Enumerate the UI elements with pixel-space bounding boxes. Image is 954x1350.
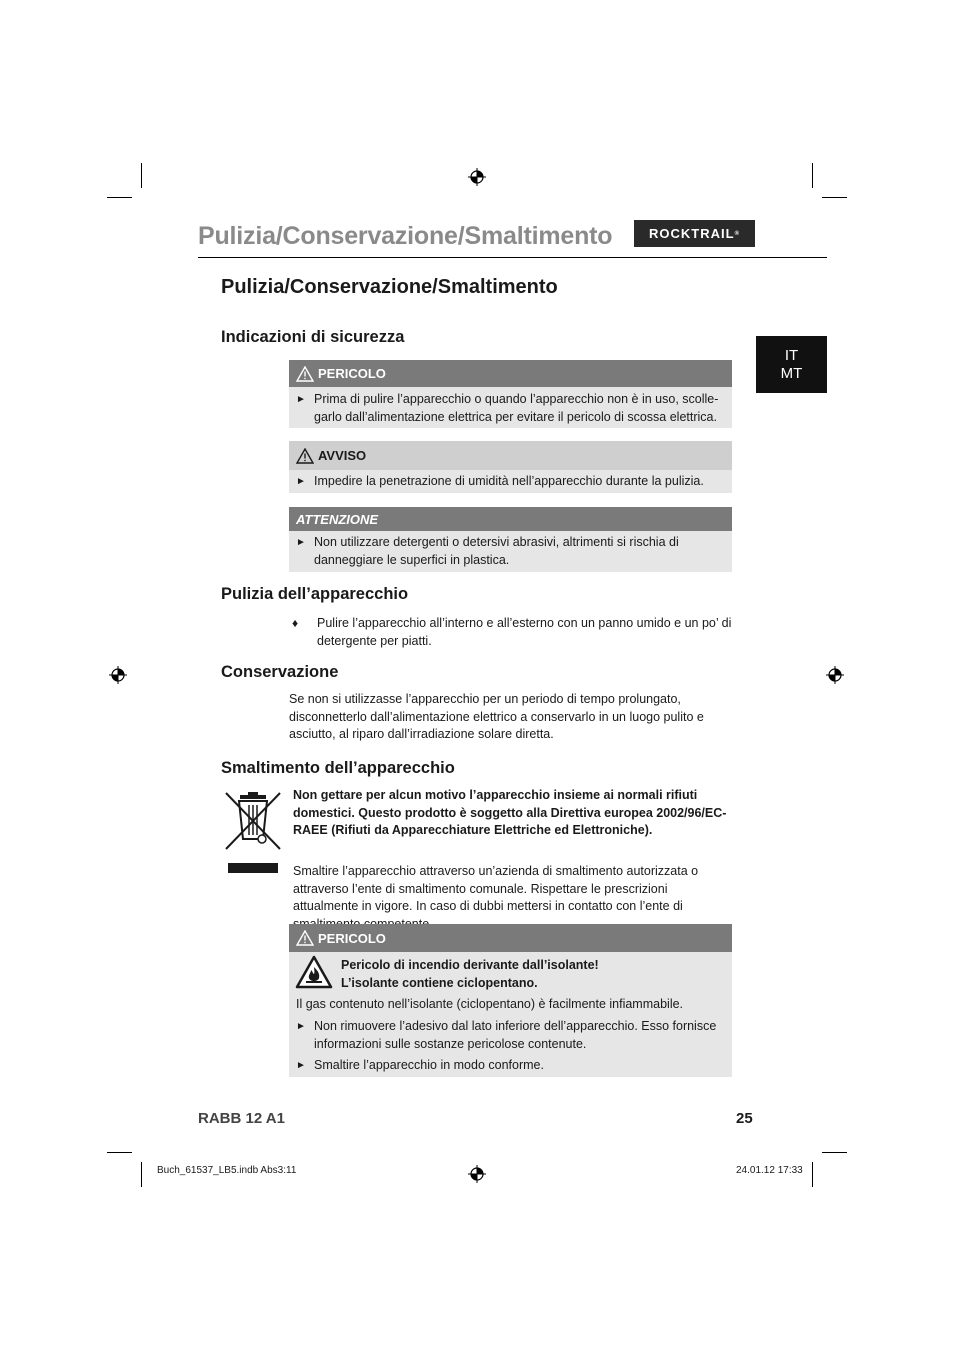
warning-item	[289, 473, 732, 491]
crop-mark	[141, 163, 142, 188]
lang-mt: MT	[780, 364, 803, 382]
caution-item	[289, 534, 732, 569]
disposal-heading: Smaltimento dell’apparecchio	[221, 759, 455, 777]
crop-mark	[812, 1162, 813, 1187]
arrow-right-icon: ►	[296, 537, 306, 548]
caution-item-text: Non utilizzare detergenti o detersivi abrasivi, altrimenti si rischia di danneggiare le superfici in plastica.	[314, 535, 679, 567]
page-number: 25	[736, 1110, 753, 1127]
registration-mark-icon	[109, 666, 127, 684]
fire-danger-item-text: Non rimuovere l’adesivo dal lato inferiore dell’apparecchio. Esso fornisce informazioni sulle sostanze pericolose contenute.	[314, 1019, 717, 1051]
language-tab[interactable]	[756, 336, 827, 393]
fire-warning-text	[341, 957, 599, 992]
danger-box-header	[289, 360, 732, 387]
diamond-bullet-icon: ♦	[292, 616, 299, 630]
crossed-out-bin-icon	[222, 789, 284, 875]
cleaning-heading: Pulizia dell’apparecchio	[221, 585, 409, 603]
arrow-right-icon: ►	[296, 476, 306, 487]
brand-logo: ROCKTRAIL ®	[634, 220, 755, 247]
crop-mark	[107, 197, 132, 198]
warning-box	[289, 441, 732, 493]
flame-warning-icon	[295, 955, 333, 989]
section-title: Pulizia/Conservazione/Smaltimento	[221, 276, 558, 298]
storage-heading: Conservazione	[221, 663, 339, 681]
danger-label: PERICOLO	[318, 366, 386, 381]
caution-box-header	[289, 507, 732, 531]
warning-box-header	[289, 441, 732, 470]
arrow-right-icon: ►	[296, 1021, 306, 1032]
header-divider	[198, 257, 827, 258]
crop-mark	[812, 163, 813, 188]
caution-label: ATTENZIONE	[296, 511, 379, 527]
safety-heading: Indicazioni di sicurezza	[221, 328, 405, 346]
registration-mark-icon	[468, 168, 486, 186]
disposal-bold-text: Non gettare per alcun motivo l’apparecchio insieme ai normali rifiuti domestici. Questo prodotto è soggetto alla Direttiva europea 2002/96/EC-RAEE (Rifiuti da Apparecchiature Elettriche ed Elettroniche).	[293, 788, 727, 837]
fire-danger-item	[289, 1057, 732, 1075]
storage-text: Se non si utilizzasse l’apparecchio per un periodo di tempo prolungato, disconnetterlo dall’alimentazione elettrico a conservarlo in un luogo pulito e asciutto, al riparo dall’irradiazione solare diretta.	[289, 692, 704, 741]
danger-item	[289, 391, 732, 426]
danger-box	[289, 360, 732, 428]
crop-mark	[822, 197, 847, 198]
arrow-right-icon: ►	[296, 1060, 306, 1071]
lang-it: IT	[784, 346, 799, 364]
fire-danger-box	[289, 924, 732, 1077]
registration-mark-icon	[468, 1165, 486, 1183]
fire-danger-header	[289, 924, 732, 952]
page-header-title: Pulizia/Conservazione/Smaltimento	[198, 222, 613, 250]
fire-danger-item-text: Smaltire l’apparecchio in modo conforme.	[314, 1058, 544, 1072]
warning-triangle-icon	[296, 366, 314, 382]
warning-triangle-icon	[296, 930, 314, 946]
print-slug-date: 24.01.12 17:33	[736, 1165, 803, 1176]
crop-mark	[107, 1152, 132, 1153]
arrow-right-icon: ►	[296, 394, 306, 405]
warning-triangle-icon	[296, 448, 314, 464]
fire-warning-line1: Pericolo di incendio derivante dall’isolante!	[341, 958, 599, 972]
fire-danger-items	[289, 1018, 732, 1075]
disposal-text: Smaltire l’apparecchio attraverso un’azienda di smaltimento autorizzata o attraverso l’ente di smaltimento comunale. Rispettare le prescrizioni attualmente in vigore. In caso di dubbi mettersi in contatto con l’ente di	[293, 864, 699, 913]
caution-box	[289, 507, 732, 572]
fire-danger-label: PERICOLO	[318, 930, 386, 946]
fire-warning-line2: L’isolante contiene ciclopentano.	[341, 975, 538, 990]
danger-item-text: Prima di pulire l’apparecchio o quando l’apparecchio non è in uso, scolle-garlo dall’alimentazione elettrica per evitare il pericolo di scossa elettrica.	[314, 392, 719, 424]
cleaning-bullet	[292, 615, 737, 650]
warning-label: AVVISO	[318, 448, 367, 463]
fire-danger-item	[289, 1018, 732, 1053]
warning-item-text: Impedire la penetrazione di umidità nell’apparecchio durante la pulizia.	[314, 474, 704, 488]
crop-mark	[822, 1152, 847, 1153]
cleaning-bullet-text: Pulire l’apparecchio all’interno e all’esterno con un panno umido e un po’ di detergente per piatti.	[317, 616, 732, 648]
gas-text: Il gas contenuto nell’isolante (ciclopentano) è facilmente infiammabile.	[296, 997, 684, 1011]
registration-mark-icon	[826, 666, 844, 684]
brand-logo-text: ROCKTRAIL	[649, 226, 735, 241]
print-slug-file: Buch_61537_LB5.indb Abs3:11	[157, 1165, 297, 1176]
crop-mark	[141, 1162, 142, 1187]
model-number: RABB 12 A1	[198, 1110, 285, 1127]
